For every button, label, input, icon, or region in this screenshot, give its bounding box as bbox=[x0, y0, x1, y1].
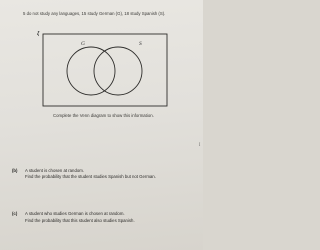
set-s-label: S bbox=[139, 41, 142, 47]
question-b-number: (b) bbox=[12, 168, 18, 173]
question-b-line2: Find the probability that the student studies Spanish but not German. bbox=[25, 174, 156, 179]
question-c-line2: Find the probability that this student also studies Spanish. bbox=[25, 218, 135, 223]
set-g-label: G bbox=[81, 41, 85, 47]
question-b-line1: A student is chosen at random. bbox=[25, 168, 84, 173]
intro-text: 5 do not study any languages, 15 study German (G), 18 study Spanish (S). bbox=[23, 11, 166, 16]
instruction-text: Complete the Venn diagram to show this information. bbox=[53, 113, 154, 118]
set-g-circle bbox=[67, 47, 115, 95]
set-s-circle bbox=[94, 47, 142, 95]
universal-set-rectangle bbox=[43, 34, 167, 106]
universal-set-label: ξ bbox=[37, 31, 40, 37]
question-c-line1: A student who studies German is chosen at random. bbox=[25, 211, 125, 216]
margin-mark: [ bbox=[199, 141, 201, 146]
question-c-number: (c) bbox=[12, 211, 18, 216]
